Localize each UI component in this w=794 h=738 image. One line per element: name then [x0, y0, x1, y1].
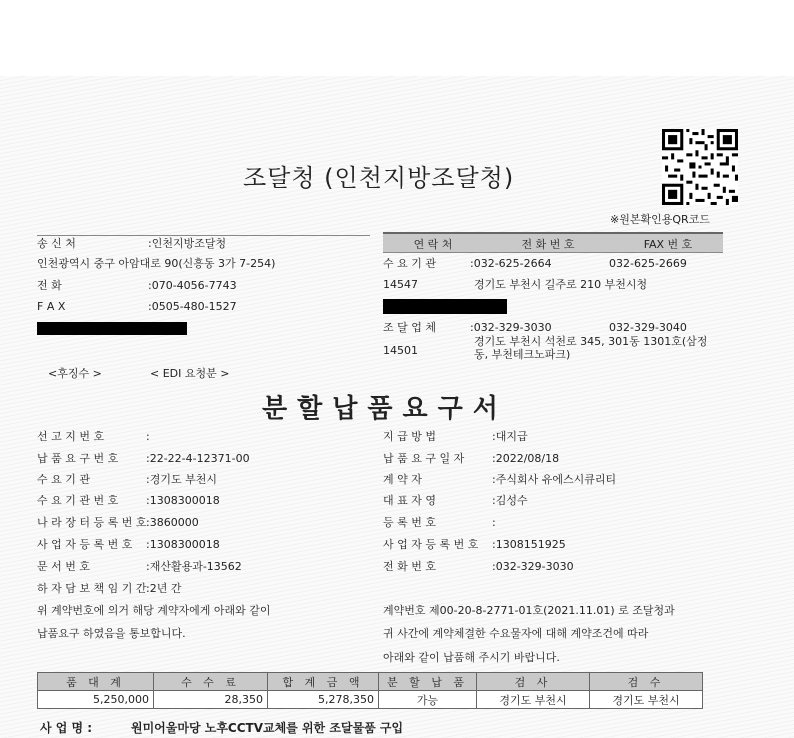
notice-left-line: 납품요구 하였음을 통보합니다.	[37, 627, 186, 640]
sender-address: 인천광역시 중구 아암대로 90(신흥동 3가 7-254)	[37, 257, 276, 270]
field-value: :3860000	[146, 516, 199, 529]
field-label: 수 요 기 관 번 호	[37, 494, 119, 507]
sender-fax-label: F A X	[37, 300, 66, 313]
supplier-address-2: 동, 부천테크노파크)	[474, 348, 571, 361]
field-label: 하 자 담 보 책 임 기 간	[37, 582, 147, 595]
demand-fax: 032-625-2669	[609, 257, 687, 270]
business-value: 원미어울마당 노후CCTV교체를 위한 조달물품 구입	[131, 721, 404, 735]
field-value: :032-329-3030	[492, 560, 574, 573]
summary-header-cell: 수 수 료	[154, 673, 268, 691]
field-value: :	[146, 430, 150, 443]
supplier-label: 조 달 업 체	[383, 321, 436, 334]
field-value: :22-22-4-12371-00	[146, 452, 250, 465]
field-label: 수 요 기 관	[37, 473, 90, 486]
demand-phone: :032-625-2664	[470, 257, 552, 270]
field-value: :1308300018	[146, 538, 220, 551]
summary-value-cell: 경기도 부천시	[590, 691, 703, 709]
field-value: :경기도 부천시	[146, 473, 217, 486]
field-value: :1308151925	[492, 538, 566, 551]
field-label: 사 업 자 등 록 번 호	[383, 538, 479, 551]
field-value: :대지급	[492, 430, 528, 443]
sender-label: 송 신 처	[37, 237, 76, 250]
redacted-block	[383, 299, 507, 314]
field-value: :재산활용과-13562	[146, 560, 242, 573]
summary-value-cell: 5,250,000	[38, 691, 154, 709]
field-label: 전 화 번 호	[383, 560, 436, 573]
summary-value-cell: 가능	[379, 691, 477, 709]
field-label: 지 급 방 법	[383, 430, 436, 443]
contact-header-phone: 전 화 번 호	[521, 238, 575, 251]
contact-header-contact: 연 락 처	[413, 238, 453, 251]
field-value: :2022/08/18	[492, 452, 560, 465]
field-label: 사 업 자 등 록 번 호	[37, 538, 133, 551]
sender-value: :인천지방조달청	[148, 237, 227, 250]
supplier-fax: 032-329-3040	[609, 321, 687, 334]
field-label: 나 라 장 터 등 록 번 호	[37, 516, 147, 529]
sender-fax: :0505-480-1527	[148, 300, 237, 313]
contact-table-header	[383, 232, 723, 253]
field-label: 대 표 자 영	[383, 494, 436, 507]
summary-header-row	[38, 673, 703, 691]
field-label: 등 록 번 호	[383, 516, 436, 529]
notice-left-line: 위 계약번호에 의거 해당 계약자에게 아래와 같이	[37, 604, 271, 617]
summary-header-cell: 검 수	[590, 673, 703, 691]
contact-header-fax: FAX 번 호	[643, 238, 693, 251]
demand-address: 경기도 부천시 길주로 210 부천시청	[474, 278, 648, 291]
qr-code-icon	[662, 129, 738, 205]
summary-table	[37, 672, 703, 709]
notice-right-line: 아래와 같이 납품해 주시기 바랍니다.	[383, 651, 560, 664]
field-label: 납 품 요 구 일 자	[383, 452, 465, 465]
qr-note: ※원본확인용QR코드	[610, 213, 710, 226]
document-title: 분할납품요구서	[262, 394, 508, 424]
field-value: :1308300018	[146, 494, 220, 507]
redacted-block	[37, 322, 187, 335]
summary-header-cell: 합 계 금 액	[268, 673, 379, 691]
supplier-phone: :032-329-3030	[470, 321, 552, 334]
summary-value-cell: 5,278,350	[268, 691, 379, 709]
supplier-zip: 14501	[383, 344, 418, 357]
sender-phone-label: 전 화	[37, 279, 62, 292]
field-value: :	[492, 516, 496, 529]
field-value: :김성수	[492, 494, 528, 507]
divider	[37, 235, 370, 236]
sender-phone: :070-4056-7743	[148, 279, 237, 292]
field-value: :2년 간	[146, 582, 182, 595]
tag-collection: <후징수 >	[48, 367, 102, 380]
supplier-address-1: 경기도 부천시 석천로 345, 301동 1301호(삼정	[474, 335, 708, 348]
agency-title: 조달청 (인천지방조달청)	[243, 164, 515, 192]
notice-right-line: 귀 사간에 계약체결한 수요물자에 대해 계약조건에 따라	[383, 627, 649, 640]
field-value: :주식회사 유에스시큐리티	[492, 473, 617, 486]
demand-zip: 14547	[383, 278, 418, 291]
notice-right-line: 계약번호 제00-20-8-2771-01호(2021.11.01) 로 조달청과	[383, 604, 675, 617]
summary-value-cell: 28,350	[154, 691, 268, 709]
summary-header-cell: 검 사	[477, 673, 590, 691]
summary-value-cell: 경기도 부천시	[477, 691, 590, 709]
business-label: 사 업 명 :	[40, 721, 93, 735]
summary-header-cell: 품 대 계	[38, 673, 154, 691]
summary-header-cell: 분 할 납 품	[379, 673, 477, 691]
field-label: 납 품 요 구 번 호	[37, 452, 119, 465]
demand-label: 수 요 기 관	[383, 257, 436, 270]
field-label: 선 고 지 번 호	[37, 430, 105, 443]
field-label: 문 서 번 호	[37, 560, 90, 573]
tag-edi: < EDI 요청분 >	[150, 367, 230, 380]
field-label: 계 약 자	[383, 473, 422, 486]
summary-value-row	[38, 691, 703, 709]
